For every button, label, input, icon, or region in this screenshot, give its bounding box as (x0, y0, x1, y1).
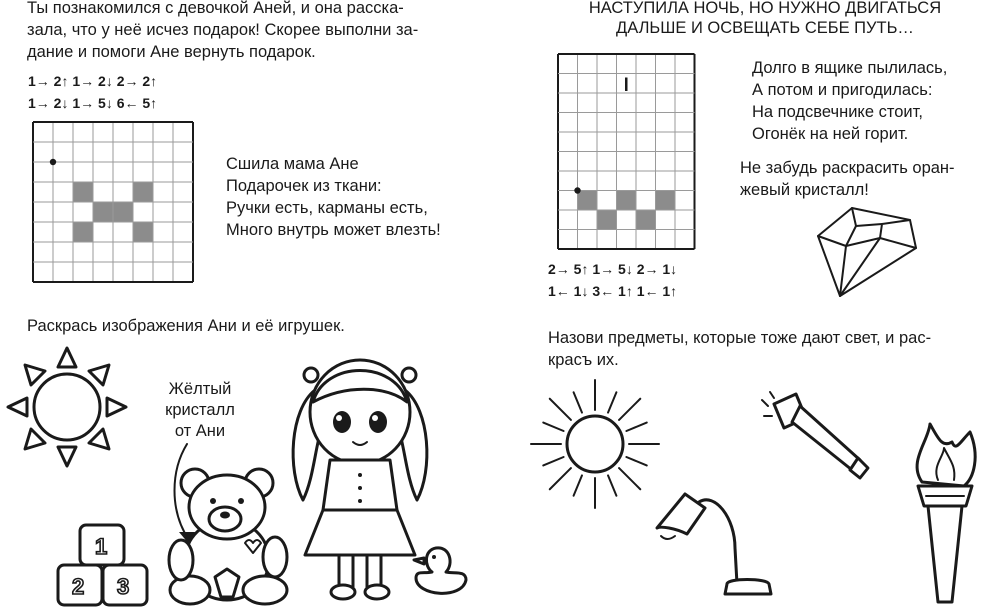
filled-cell (113, 202, 133, 222)
riddle-line: На подсвечнике стоит, (752, 103, 923, 121)
left-color-task: Раскрась изображения Ани и её игрушек. (27, 317, 345, 335)
intro-line: дание и помоги Ане вернуть подарок. (27, 43, 316, 61)
filled-cell (93, 202, 113, 222)
sun-ray (626, 457, 646, 465)
task-line: Назови предметы, которые тоже дают свет, и рас- (548, 329, 932, 347)
task-line: красъ их. (548, 351, 619, 369)
sun-ray (574, 475, 582, 495)
sun-ray (550, 399, 571, 420)
sun-ray (608, 392, 616, 412)
code-row: 1→ 2↑ 1→ 2↓ 2→ 2↑ (28, 73, 158, 89)
filled-cell (578, 191, 598, 211)
sun-ray (619, 468, 640, 489)
riddle-line: А потом и пригодилась: (752, 81, 933, 99)
start-dot (50, 159, 56, 165)
poem-line: Ручки есть, карманы есть, (226, 199, 428, 217)
code-row: 1← 1↓ 3← 1↑ 1← 1↑ (548, 283, 678, 299)
label-line: кристалл (165, 401, 235, 419)
filled-cell (133, 222, 153, 242)
sun-rays-icon (530, 382, 660, 507)
left-drawing-grid[interactable] (33, 122, 195, 284)
reminder-line: жевый кристалл! (740, 181, 869, 199)
sun-ray (619, 399, 640, 420)
left-poem (226, 153, 441, 241)
desk-lamp-icon (655, 488, 785, 600)
poem-line: Подарочек из ткани: (226, 177, 382, 195)
title-line: НАСТУПИЛА НОЧЬ, НО НУЖНО ДВИГАТЬСЯ (588, 0, 942, 17)
number-cubes-icon (55, 522, 150, 607)
right-drawing-grid[interactable] (558, 54, 698, 254)
start-dot (574, 187, 580, 193)
intro-line: зала, что у неё исчез подарок! Скорее выполни за- (27, 21, 419, 39)
right-reminder (740, 157, 955, 201)
sun-ray (543, 423, 563, 431)
filled-cell (636, 210, 656, 230)
right-riddle (752, 57, 947, 145)
reminder-line: Не забудь раскрасить оран- (740, 159, 955, 177)
crystal-icon (812, 200, 922, 300)
riddle-line: Огонёк на ней горит. (752, 125, 909, 143)
sun-ray (543, 457, 563, 465)
filled-cell (656, 191, 676, 211)
filled-cell (617, 191, 637, 211)
intro-line: Ты познакомился с девочкой Аней, и она расска- (27, 0, 404, 17)
sun-ray (626, 423, 646, 431)
cube-number: 1 (95, 534, 108, 559)
label-line: от Ани (174, 422, 226, 440)
sun-icon (5, 345, 130, 470)
code-row: 2→ 5↑ 1→ 5↓ 2→ 1↓ (548, 261, 678, 277)
poem-line: Сшила мама Ане (226, 155, 359, 173)
rubber-duck-icon (410, 540, 472, 602)
code-row: 1→ 2↓ 1→ 5↓ 6← 5↑ (28, 95, 158, 111)
sun-ray (574, 392, 582, 412)
sun-ray (608, 475, 616, 495)
teddy-bear-icon (165, 465, 295, 607)
riddle-line: Долго в ящике пылилась, (752, 59, 948, 77)
sun-ray (550, 468, 571, 489)
torch-icon (908, 422, 983, 607)
filled-cell (73, 222, 93, 242)
left-code-instructions (28, 70, 157, 114)
title-line: ДАЛЬШЕ И ОСВЕЩАТЬ СЕБЕ ПУТЬ… (616, 19, 914, 37)
filled-cell (133, 182, 153, 202)
right-code-instructions (548, 258, 677, 302)
filled-cell (73, 182, 93, 202)
poem-line: Много внутрь может влезть! (226, 221, 441, 239)
right-page-title (530, 0, 1000, 38)
cube-number: 2 (72, 574, 85, 599)
right-objects-task (548, 327, 931, 371)
flashlight-icon (760, 390, 875, 485)
cube-number: 3 (117, 574, 130, 599)
label-line: Жёлтый (168, 380, 232, 398)
left-intro-text (27, 0, 418, 63)
filled-cell (597, 210, 617, 230)
crystal-label (150, 379, 250, 442)
